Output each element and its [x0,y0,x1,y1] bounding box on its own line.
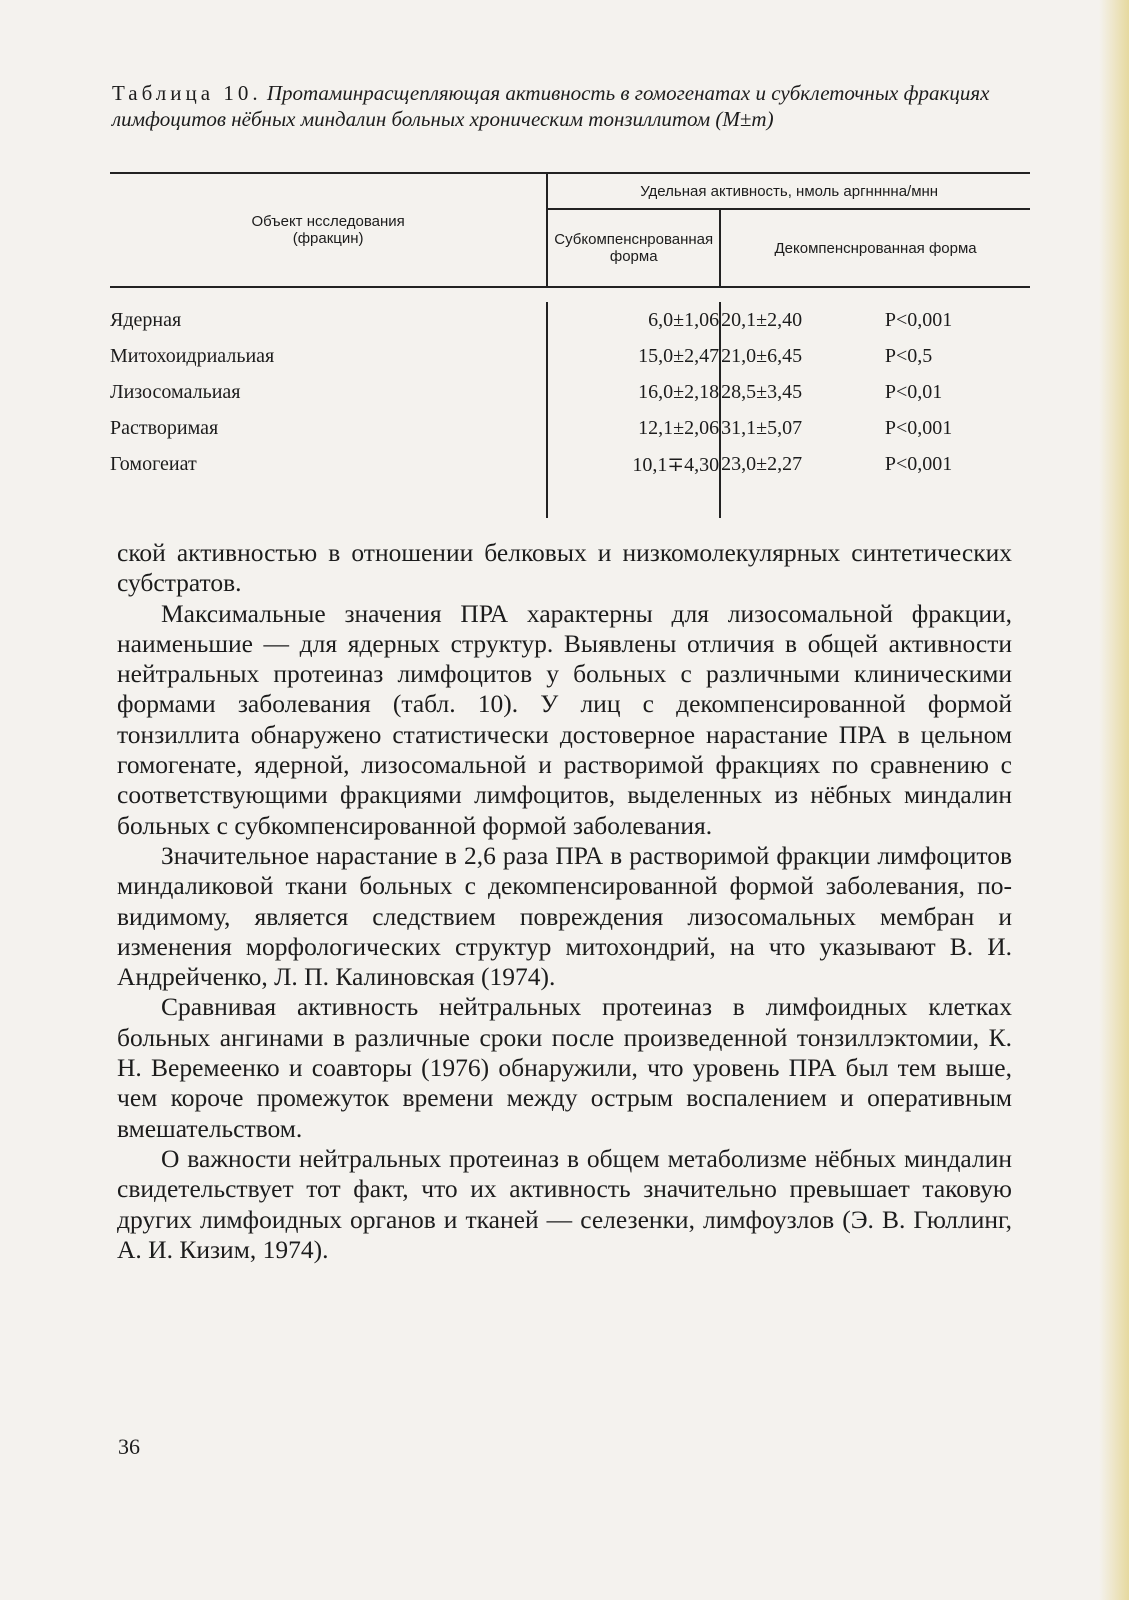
row-sub-value: 10,1∓4,30 [547,446,720,482]
row-sub-value: 15,0±2,47 [547,338,720,374]
table-row [110,374,1030,410]
paragraph: Сравнивая активность нейтральных протеиназ в лимфоидных клетках больных ангинами в различные сроки после произведенной тонзиллэктомии, К. Н. Веремеенко и соавторы (1976) обнаружили, что уровень ПРА был тем выше, чем короче промежуток времени между острым воспалением и оперативным вмешательством. [117,992,1012,1143]
paragraph: ской активностью в отношении белковых и низкомолекулярных синтетических субстратов. [117,538,1012,598]
row-p-value: P<0,001 [884,416,953,439]
table-row [110,338,1030,374]
row-dec-value: 28,5±3,45 [720,374,885,410]
activity-column-header: Удельная активность, нмоль аргнннна/мнн [547,173,1030,209]
table-row [110,446,1030,482]
decompensated-column-header: Декомпенснрованная форма [720,209,1030,287]
row-dec-value: 20,1±2,40 [720,302,885,338]
row-name: Ядерная [110,308,182,331]
row-name: Гомогеиат [110,452,197,475]
row-name: Лизосомальиая [110,380,241,403]
table-title: Протаминрасщепляющая активность в гомогенатах и субклеточных фракциях лимфоцитов нёбных миндалин больных хроническим тонзиллитом (M±m) [112,81,990,131]
table-label: Таблица 10. [112,81,262,105]
row-sub-value: 12,1±2,06 [547,410,720,446]
row-p-value: P<0,01 [884,380,943,403]
page-edge [1099,0,1129,1600]
row-p-value: P<0,5 [884,344,933,367]
table-row [110,410,1030,446]
paragraph: Значительное нарастание в 2,6 раза ПРА в растворимой фракции лимфоцитов миндаликовой ткани больных с декомпенсированной формой заболевания, по-видимому, является следствием повреждения лизосомальных мембран и изменения морфологических структур митохондрий, на что указывают В. И. Андрейченко, Л. П. Калиновская (1974). [117,840,1012,992]
data-table [110,172,1030,518]
paragraph: Максимальные значения ПРА характерны для лизосомальной фракции, наименьшие — для ядерных структур. Выявлены отличия в общей активности нейтральных протеиназ лимфоцитов у больных с различными клиническими формами заболевания (табл. 10). У лиц с декомпенсированной формой тонзиллита обнаружено статистически достоверное нарастание ПРА в цельном гомогенате, ядерной, лизосомальной и растворимой фракциях по сравнению с соответствующими фракциями лимфоцитов, выделенных из нёбных миндалин больных с субкомпенсированной формой заболевания. [117,598,1012,840]
row-name: Растворимая [110,416,219,439]
row-name: Митохоидриальиая [110,344,275,367]
table-row [110,302,1030,338]
page-number: 36 [118,1434,140,1459]
row-sub-value: 6,0±1,06 [547,302,720,338]
row-sub-value: 16,0±2,18 [547,374,720,410]
row-dec-value: 21,0±6,45 [720,338,885,374]
row-dec-value: 31,1±5,07 [720,410,885,446]
paragraph: О важности нейтральных протеиназ в общем метаболизме нёбных миндалин свидетельствует тот факт, что их активность значительно превышает таковую других лимфоидных органов и тканей — селезенки, лимфоузлов (Э. В. Гюллинг, А. И. Кизим, 1974). [117,1143,1012,1264]
row-p-value: P<0,001 [884,308,953,331]
row-dec-value: 23,0±2,27 [720,446,885,482]
row-p-value: P<0,001 [884,452,953,475]
object-column-header: Объект нсследования (фракцин) [110,173,547,287]
subcompensated-column-header: Субкомпенснрованная форма [547,209,720,287]
table-caption [112,80,1012,132]
body-text [117,538,1012,1265]
